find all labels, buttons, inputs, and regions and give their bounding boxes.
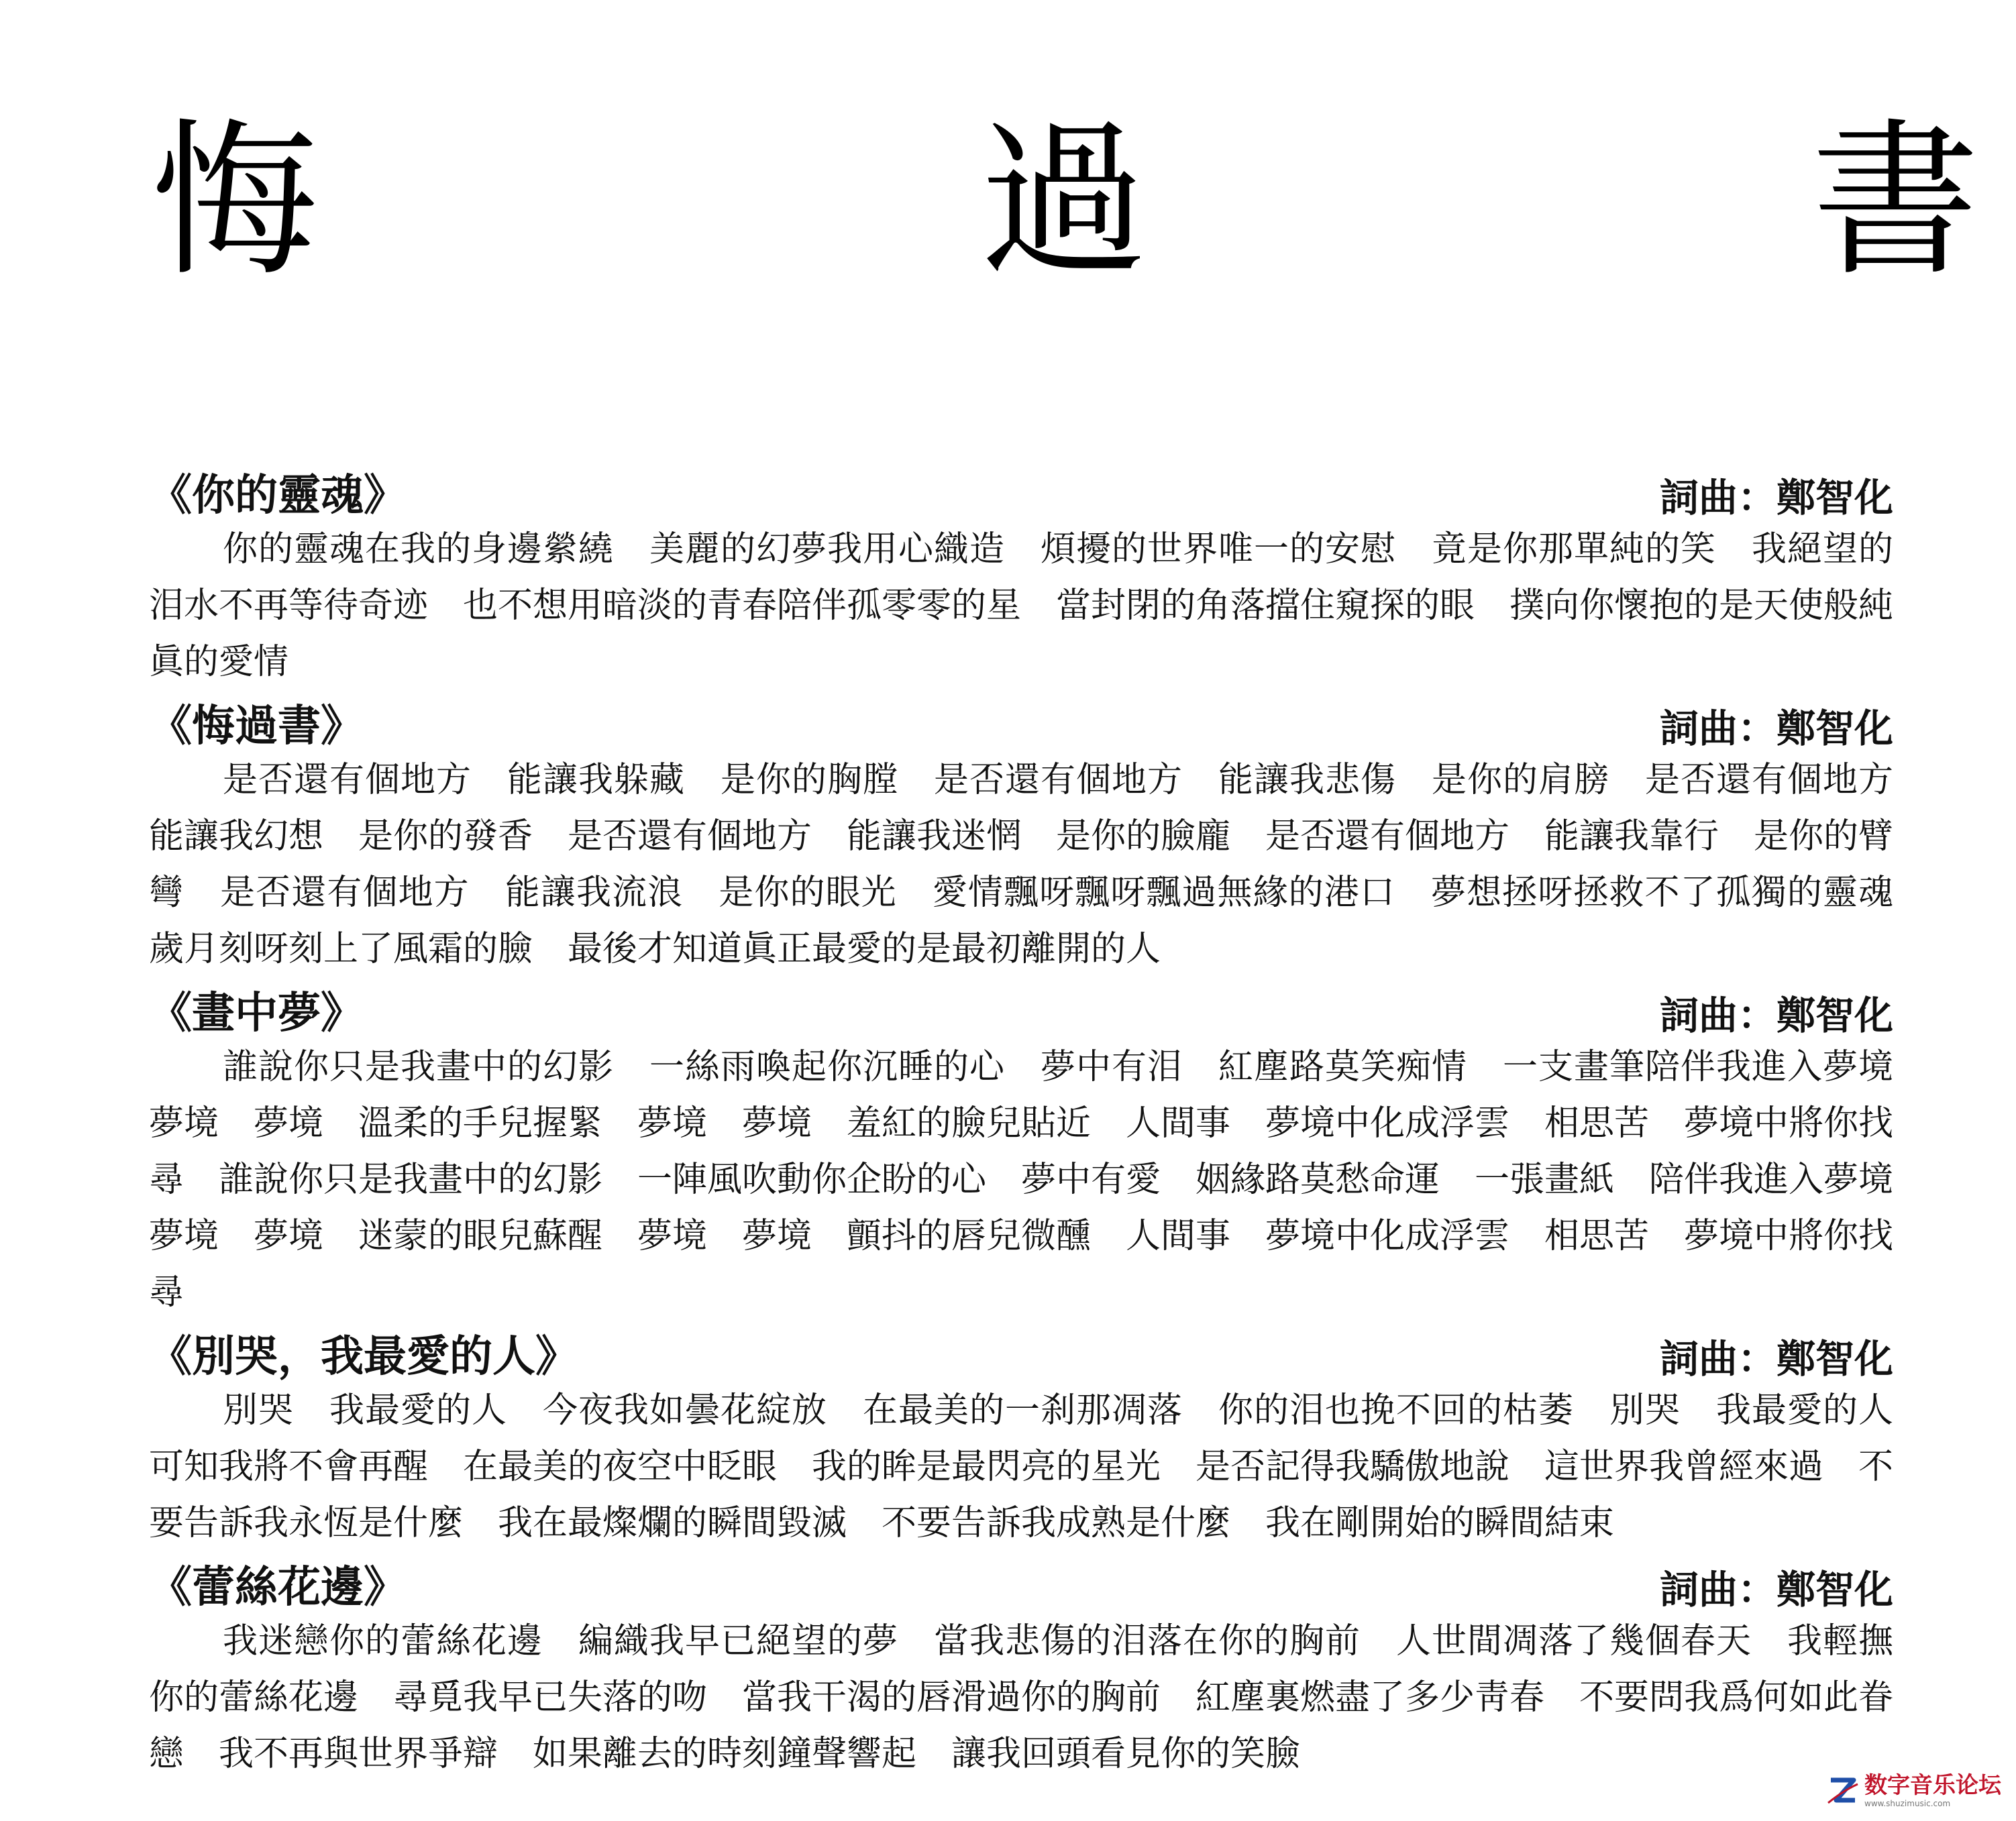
song-title: 《畫中夢》	[149, 989, 364, 1038]
song-header	[149, 459, 1893, 521]
song-credit: 詞曲：鄭智化	[1659, 475, 1893, 520]
song-credit: 詞曲：鄭智化	[1659, 993, 1893, 1038]
song-credit: 詞曲：鄭智化	[1659, 1567, 1893, 1612]
song-block	[149, 459, 1893, 690]
page-title-char-3: 書	[1811, 103, 1979, 298]
song-title: 《別哭，我最愛的人》	[149, 1332, 578, 1382]
song-header	[149, 690, 1893, 752]
song-header	[149, 1321, 1893, 1382]
song-credit: 詞曲：鄭智化	[1659, 706, 1893, 751]
song-lyrics: 誰說你只是我畫中的幻影 一絲雨喚起你沉睡的心 夢中有泪 紅塵路莫笑痴情 一支畫筆陪伴我進入夢境 夢境 夢境 溫柔的手兒握緊 夢境 夢境 羞紅的臉兒貼近 人間事 夢境中化成浮雲 相思苦 夢境中將你找尋 誰說你只是我畫中的幻影 一陣風吹動你企盼的心 夢中有愛 姻緣路莫愁命運 一張畫紙 陪伴我進入夢境 夢境 夢境 迷蒙的眼兒蘇醒 夢境 夢境 顫抖的唇兒微醺 人間事 夢境中化成浮雲 相思苦 夢境中將你找尋	[149, 1047, 1929, 1313]
page-title-char-1: 悔	[151, 103, 319, 298]
forum-url: www.shuzimusic.com	[1864, 1799, 1951, 1808]
forum-text	[1864, 1774, 2001, 1808]
song-list	[149, 459, 1929, 1782]
song-block	[149, 1551, 1893, 1782]
forum-name: 数字音乐论坛	[1864, 1772, 2001, 1799]
song-lyrics: 別哭 我最愛的人 今夜我如曇花綻放 在最美的一刹那凋落 你的泪也挽不回的枯萎 別哭 我最愛的人 可知我將不會再醒 在最美的夜空中眨眼 我的眸是最閃亮的星光 是否記得我驕傲地說 這世界我曾經來過 不要告訴我永恆是什麼 我在最燦爛的瞬間毀滅 不要告訴我成熟是什麼 我在剛開始的瞬間結束	[149, 1390, 1929, 1543]
song-block	[149, 1321, 1929, 1551]
song-header	[149, 977, 1893, 1039]
song-block	[149, 690, 1929, 977]
forum-logo-icon	[1827, 1776, 1859, 1806]
song-block	[149, 977, 1929, 1321]
song-credit: 詞曲：鄭智化	[1659, 1336, 1893, 1382]
page-title-char-2: 過	[979, 103, 1147, 298]
song-title: 《你的靈魂》	[149, 471, 407, 520]
song-header	[149, 1551, 1893, 1613]
forum-watermark	[1827, 1774, 2001, 1808]
song-lyrics: 你的靈魂在我的身邊縈繞 美麗的幻夢我用心織造 煩擾的世界唯一的安慰 竟是你那單純的笑 我絕望的泪水不再等待奇迹 也不想用暗淡的青春陪伴孤零零的星 當封閉的角落擋住窺探的眼 撲向你懷抱的是天使般純眞的愛情	[149, 529, 1894, 682]
song-lyrics: 是否還有個地方 能讓我躲藏 是你的胸膛 是否還有個地方 能讓我悲傷 是你的肩膀 是否還有個地方 能讓我幻想 是你的發香 是否還有個地方 能讓我迷惘 是你的臉龐 是否還有個地方 能讓我靠行 是你的臂彎 是否還有個地方 能讓我流浪 是你的眼光 愛情飄呀飄呀飄過無緣的港口 夢想拯呀拯救不了孤獨的靈魂 歲月刻呀刻上了風霜的臉 最後才知道眞正最愛的是最初離開的人	[149, 760, 1929, 969]
song-title: 《蕾絲花邊》	[149, 1563, 407, 1612]
song-lyrics: 我迷戀你的蕾絲花邊 編織我早已絕望的夢 當我悲傷的泪落在你的胸前 人世間凋落了幾個春天 我輕撫你的蕾絲花邊 尋覓我早已失落的吻 當我干渴的唇滑過你的胸前 紅塵裏燃盡了多少靑春 不要問我爲何如此眷戀 我不再與世界爭辯 如果離去的時刻鐘聲響起 讓我回頭看見你的笑臉	[149, 1621, 1894, 1774]
song-title: 《悔過書》	[149, 702, 364, 751]
